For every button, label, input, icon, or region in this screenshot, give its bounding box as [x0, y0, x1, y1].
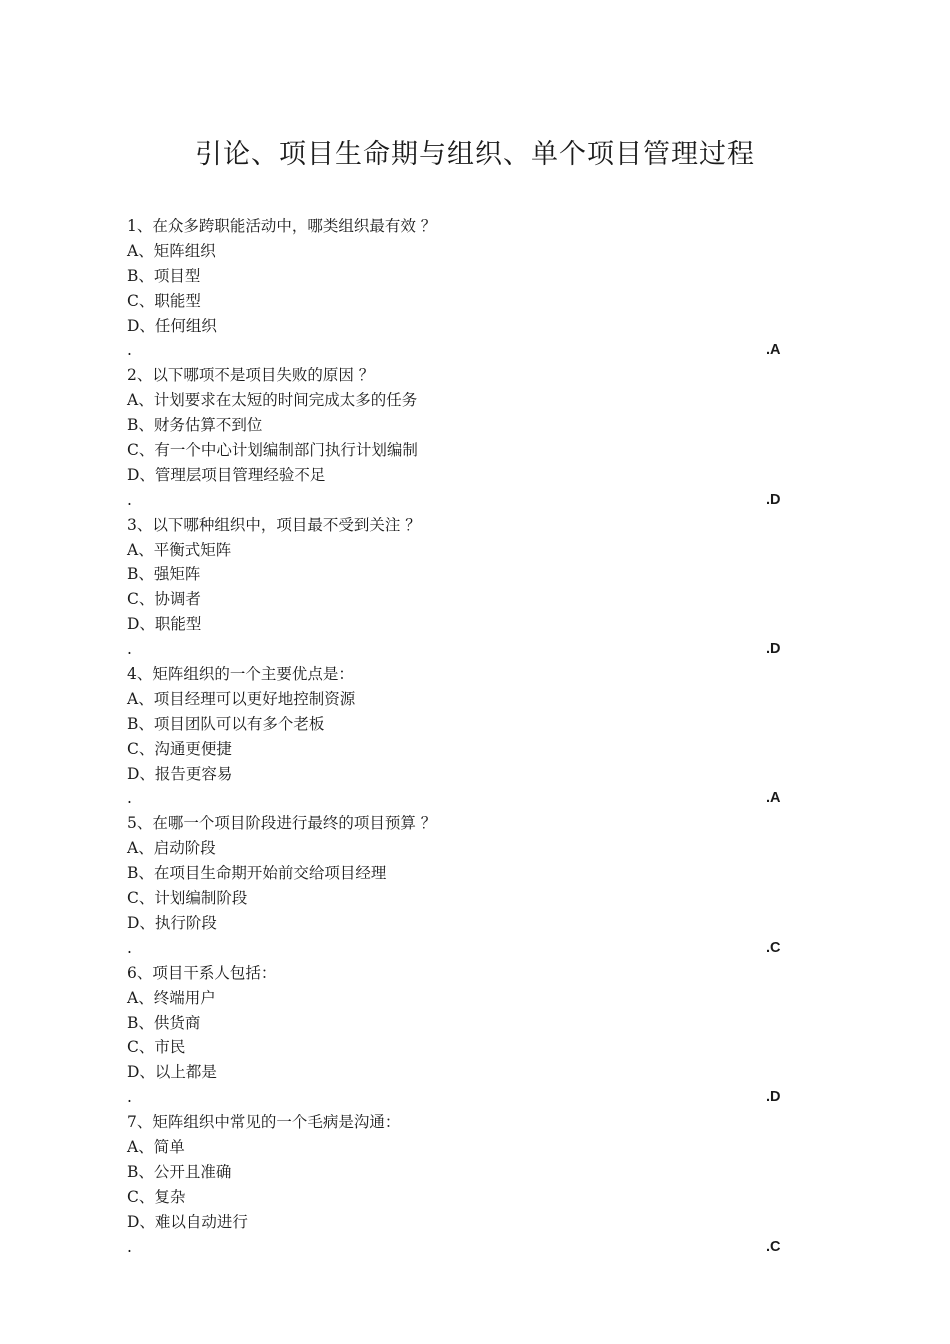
- option-b: B、强矩阵: [127, 565, 201, 584]
- question-5: [127, 811, 787, 960]
- option-b: B、项目型: [127, 266, 201, 285]
- option-b: B、在项目生命期开始前交给项目经理: [127, 864, 387, 883]
- answer-row: [127, 936, 787, 961]
- question-prompt: 2、以下哪项不是项目失败的原因 ？: [127, 366, 375, 385]
- option-d: D、难以自动进行: [127, 1212, 248, 1231]
- option-c: C、沟通更便捷: [127, 739, 232, 758]
- question-prompt: 3、以下哪种组织中，项目最不受到关注 ？: [127, 515, 421, 534]
- question-6: [127, 961, 787, 1110]
- option-a: A、简单: [127, 1137, 185, 1156]
- option-d: D、执行阶段: [127, 913, 217, 932]
- option-a: A、计划要求在太短的时间完成太多的任务: [127, 391, 418, 410]
- option-b: B、公开且准确: [127, 1162, 232, 1181]
- question-2: [127, 363, 787, 512]
- question-prompt: 6、项目干系人包括：: [127, 963, 277, 982]
- option-a: A、平衡式矩阵: [127, 540, 232, 559]
- question-list: [127, 214, 787, 1259]
- option-a: A、终端用户: [127, 988, 216, 1007]
- answer-key: .D: [766, 1089, 781, 1106]
- answer-dot: .: [127, 640, 132, 659]
- answer-row: [127, 786, 787, 811]
- answer-key: .D: [766, 491, 781, 508]
- answer-row: [127, 488, 787, 513]
- answer-key: .D: [766, 641, 781, 658]
- option-d: D、管理层项目管理经验不足: [127, 465, 326, 484]
- answer-dot: .: [127, 1237, 132, 1256]
- option-a: A、启动阶段: [127, 839, 216, 858]
- answer-dot: .: [127, 938, 132, 957]
- option-d: D、报告更容易: [127, 764, 233, 783]
- answer-dot: .: [127, 341, 132, 360]
- question-3: [127, 513, 787, 662]
- option-d: D、任何组织: [127, 316, 217, 335]
- question-prompt: 7、矩阵组织中常见的一个毛病是沟通：: [127, 1113, 401, 1132]
- option-b: B、财务估算不到位: [127, 416, 263, 435]
- answer-dot: .: [127, 789, 132, 808]
- answer-row: [127, 338, 787, 363]
- answer-dot: .: [127, 1088, 132, 1107]
- option-b: B、项目团队可以有多个老板: [127, 714, 325, 733]
- answer-row: [127, 1085, 787, 1110]
- question-1: [127, 214, 787, 363]
- option-a: A、矩阵组织: [127, 241, 216, 260]
- option-c: C、有一个中心计划编制部门执行计划编制: [127, 441, 418, 460]
- page-title: 引论、项目生命期与组织、单个项目管理过程: [195, 139, 755, 170]
- option-c: C、职能型: [127, 291, 201, 310]
- answer-row: [127, 1235, 787, 1260]
- question-prompt: 1、在众多跨职能活动中，哪类组织最有效 ？: [127, 217, 437, 235]
- option-c: C、计划编制阶段: [127, 889, 248, 908]
- question-4: [127, 662, 787, 811]
- option-d: D、以上都是: [127, 1063, 217, 1082]
- option-d: D、职能型: [127, 615, 202, 634]
- question-prompt: 5、在哪一个项目阶段进行最终的项目预算 ？: [127, 814, 437, 833]
- answer-key: .C: [766, 1238, 781, 1255]
- option-b: B、供货商: [127, 1013, 201, 1032]
- question-7: [127, 1110, 787, 1259]
- answer-key: .C: [766, 939, 781, 956]
- answer-key: .A: [766, 790, 781, 807]
- option-c: C、复杂: [127, 1187, 186, 1206]
- option-a: A、项目经理可以更好地控制资源: [127, 689, 356, 708]
- answer-dot: .: [127, 490, 132, 509]
- option-c: C、市民: [127, 1038, 186, 1057]
- option-c: C、协调者: [127, 590, 201, 609]
- answer-key: .A: [766, 342, 781, 359]
- answer-row: [127, 637, 787, 662]
- question-prompt: 4、矩阵组织的一个主要优点是：: [127, 665, 354, 684]
